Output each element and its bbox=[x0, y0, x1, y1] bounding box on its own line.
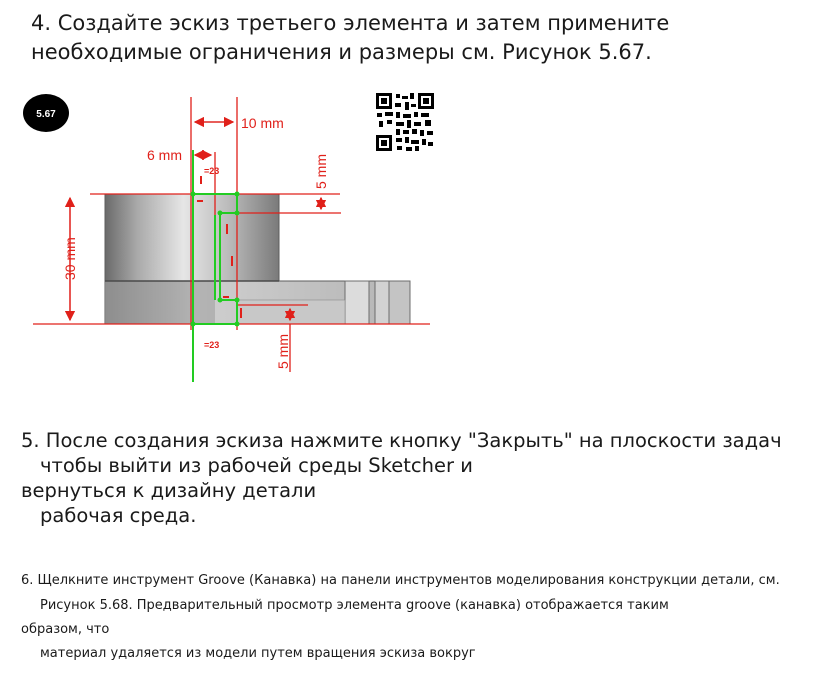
dim-10-label: 10 mm bbox=[241, 115, 284, 131]
step6-line2: Рисунок 5.68. Предварительный просмотр элемента groove (канавка) отображается таким bbox=[40, 598, 669, 613]
step6-line4: материал удаляется из модели путем вращения эскиза вокруг bbox=[40, 646, 476, 661]
eq-bottom-label: =23 bbox=[204, 340, 220, 350]
dim-5-top-label: 5 mm bbox=[313, 154, 329, 189]
step5-line1: 5. После создания эскиза нажмите кнопку "Закрыть" на плоскости задач bbox=[21, 429, 782, 452]
dim-6-label: 6 mm bbox=[147, 147, 182, 163]
step5-line4: рабочая среда. bbox=[40, 504, 197, 527]
eq-top-label: =23 bbox=[204, 166, 220, 176]
dim-30-label: 30 mm bbox=[62, 237, 78, 280]
step5-line3: вернуться к дизайну детали bbox=[21, 479, 317, 502]
step6-line3: образом, что bbox=[21, 622, 110, 637]
badge-label: 5.67 bbox=[36, 109, 56, 120]
step6-line1: 6. Щелкните инструмент Groove (Канавка) на панели инструментов моделирования конструкции детали, см. bbox=[21, 573, 780, 588]
figure-badge bbox=[23, 94, 69, 132]
qr-code-icon bbox=[376, 93, 434, 151]
dim-5-bottom-label: 5 mm bbox=[275, 334, 291, 369]
step4-line1: 4. Создайте эскиз третьего элемента и затем примените bbox=[31, 11, 670, 35]
step4-line2: необходимые ограничения и размеры см. Рисунок 5.67. bbox=[31, 40, 652, 64]
step5-line2: чтобы выйти из рабочей среды Sketcher и bbox=[40, 454, 473, 477]
